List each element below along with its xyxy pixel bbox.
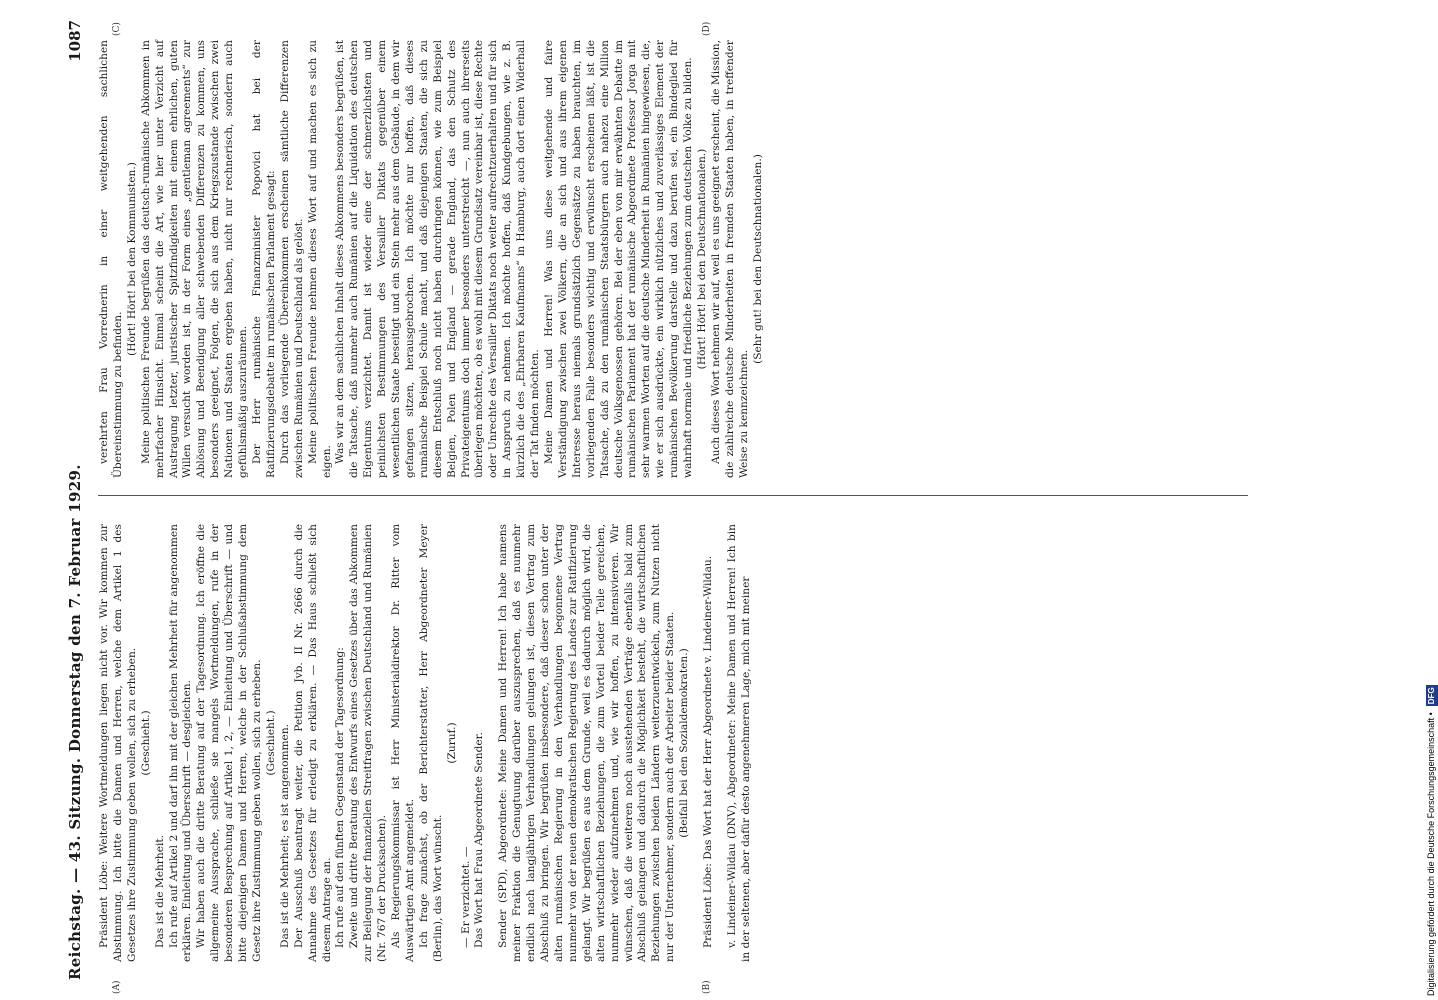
right-column [98, 40, 1258, 478]
paragraph: Meine politischen Freunde nehmen dieses Wort auf und machen es sich zu eigen. [306, 40, 333, 478]
interjection: (Geschieht.) [139, 710, 152, 776]
digitization-credit [1424, 0, 1438, 996]
page-header [62, 20, 96, 980]
running-head: Reichstag. — 43. Sitzung. Donnerstag den 7. Februar 1929. [66, 464, 84, 980]
paragraph: Das Wort hat Frau Abgeordnete Sender. [473, 732, 486, 948]
paragraph: Als Regierungskommissar ist Herr Ministerialdirektor Dr. Ritter vom Auswärtigen Amt angemeldet. [390, 524, 416, 962]
paragraph: Auch dieses Wort nehmen wir auf, weil es uns geeignet erscheint, die Mission, die zahlreiche deutsche Minderheiten in fremden Staaten haben, in treffender Weise zu kennzeichnen. [709, 40, 750, 478]
paragraph: Der Herr rumänische Finanzminister Popovici hat bei der Ratifizierungsdebatte im rumänischen Parlament gesagt: [250, 40, 277, 478]
quotation: Durch das vorliegende Übereinkommen erscheinen sämtliche Differenzen zwischen Rumänien und Deutschland als gelöst. [278, 40, 305, 478]
paragraph: Präsident Löbe: Weitere Wortmeldungen liegen nicht vor. Wir kommen zur Abstimmung. Ich bitte die Damen und Herren, welche dem Artikel 1 des Gesetzes ihre Zustimmung geben wollen, sich zu erheben. [98, 524, 138, 962]
paragraph: Das ist die Mehrheit; es ist angenommen. [278, 723, 291, 948]
speech: Sender (SPD), Abgeordnete: Meine Damen und Herren! Ich habe namens meiner Fraktion die Genugtuung darüber auszusprechen, daß es nunmehr endlich nach langjährigen Verhandlungen gelungen ist, diesen Vertrag zum Abschluß zu bringen. Wir begrüßen insbesondere, daß dieser schon unter der alten rumänischen Regierung in den Verhandlungen begonnene Vertrag nunmehr von der neuen demokratischen Regierung des Landes zur Ratifizierung gelangt. Wir begrüßen es aus dem Grunde, weil es dadurch möglich wird, die alten wirtschaftlichen Beziehungen, die zum Vorteil beider Teile gereichen, nunmehr wieder aufzunehmen und, wie wir hoffen, zu intensivieren. Wir wünschen, daß die weiteren noch ausstehenden Verträge ebenfalls bald zum Abschluß gelangen und dadurch die Möglichkeit besteht, die wirtschaftlichen Beziehungen zwischen beiden Ländern weiterzuentwickeln, zum Nutzen nicht nur der Unternehmer, sondern auch der Arbeiter beider Staaten. [497, 524, 677, 962]
paragraph: Meine politischen Freunde begrüßen das deutsch-rumänische Abkommen in mehrfacher Hinsicht. Einmal scheint die Art, wie hier unter Verzicht auf Austragung letzter, juristischer Spitzfindigkeiten mit einem ehrlichen, guten Willen versucht worden ist, in der Form eines „gentleman agreements“ zur Ablösung und Beendigung aller schwebenden Differenzen zu kommen, uns besonders geeignet, Folgen, die sich aus dem Kriegszustande zwischen zwei Nationen und Staaten ergeben haben, nicht nur rechnerisch, sondern auch gefühlsmäßig auszuräumen. [139, 40, 250, 478]
agenda-item: Zweite und dritte Beratung des Entwurfs eines Gesetzes über das Abkommen zur Beilegung der finanziellen Streitfragen zwischen Deutschland und Rumänien (Nr. 767 der Drucksachen). [348, 524, 389, 962]
interjection: (Geschieht.) [264, 710, 277, 776]
paragraph: Was wir an dem sachlichen Inhalt dieses Abkommens besonders begrüßen, ist die Tatsache, daß nunmehr auch Rumänien auf die Liquidation des deutschen Eigentums verzichtet. Damit ist wieder eine der schmerzlichsten und peinlichsten Bestimmungen des Versailler Diktats gegenüber einem wesentlichen Staate beseitigt und ein Stein mehr aus dem Gebäude, in dem wir gefangen sitzen, herausgebrochen. Ich möchte nur hoffen, daß dieses rumänische Beispiel Schule macht, und daß diejenigen Staaten, die sich zu diesem Entschluß noch nicht haben durchringen können, wie zum Beispiel Belgien, Polen und England — gerade England, das den Schutz des Privateigentums doch immer besonders unterstreicht —, nun auch ihrerseits überlegen möchten, ob es wohl mit diesem Grundsatz vereinbar ist, diese Rechte oder Unrechte des Versailler Diktats noch weiter aufrechtzuerhalten und für sich in Anspruch zu nehmen. Ich möchte hoffen, daß Kundgebungen, wie z. B. kürzlich die des „Ehrbaren Kaufmanns“ in Hamburg, auch dort einen Widerhall der Tat finden möchten. [334, 40, 542, 478]
paragraph: — Er verzichtet. — [459, 846, 472, 948]
margin-mark-b: (B) [702, 980, 712, 994]
left-column [98, 524, 1258, 962]
paragraph: Meine Damen und Herren! Was uns diese weitgehende und faire Verständigung zwischen zwei Völkern, die an sich und aus ihrem eigenen Interesse heraus niemals grundsätzlich Gegensätze zu haben brauchten, im vorliegenden Falle besonders wichtig und erwünscht erscheinen läßt, ist die Tatsache, daß zu den rumänischen Staatsbürgern auch nahezu eine Million deutsche Volksgenossen gehören. Bei der eben von mir erwähnten Debatte im rumänischen Parlament hat der rumänische Abgeordnete Professor Jorga mit sehr warmen Worten auf die deutsche Minderheit in Rumänien hingewiesen, die, wie er sich ausdrückte, ein wirklich nützliches und zuverlässiges Element der rumänischen Bevölkerung darstelle und dazu berufen sei, ein Bindeglied für wahrhaft normale und friedliche Beziehungen zum deutschen Volke zu bilden. [543, 40, 695, 478]
margin-mark-c: (C) [112, 22, 122, 36]
paragraph: Der Ausschuß beantragt weiter, die Petition Jvb. II Nr. 2666 durch die Annahme des Gesetzes für erledigt zu erklären. — Das Haus schließt sich diesem Antrage an. [292, 524, 333, 962]
document-page [62, 20, 1322, 994]
paragraph: Das ist die Mehrheit. [153, 835, 166, 948]
paragraph: Wir haben auch die dritte Beratung auf der Tagesordnung. Ich eröffne die allgemeine Aussprache, schließe sie mangels Wortmeldungen, rufe in der besonderen Besprechung auf Artikel 1, 2, — Einleitung und Überschrift — und bitte diejenigen Damen und Herren, welche in der Schlußabstimmung dem Gesetz ihre Zustimmung geben wollen, sich zu erheben. [195, 524, 263, 962]
dfg-logo: DFG [1427, 687, 1436, 705]
interjection: (Sehr gut! bei den Deutschnationalen.) [751, 154, 764, 364]
credit-text: Digitalisierung gefördert durch die Deutsche Forschungsgemeinschaft • [1426, 712, 1436, 996]
paragraph: Ich rufe auf Artikel 2 und darf ihn mit der gleichen Mehrheit für angenommen erklären. Einleitung und Überschrift — desgleichen. [167, 524, 194, 962]
paragraph: Präsident Löbe: Das Wort hat der Herr Abgeordnete v. Lindeiner-Wildau. [702, 555, 715, 948]
paragraph: verehrten Frau Vorrednerin in einer weitgehenden sachlichen Übereinstimmung zu befinden. [98, 40, 124, 478]
margin-mark-d: (D) [702, 21, 712, 36]
column-divider [98, 495, 1248, 496]
speech: v. Lindeiner-Wildau (DNV), Abgeordneter: Meine Damen und Herren! Ich bin in der seltenen, aber dafür desto angenehmeren Lage, mich mit meiner [725, 524, 752, 962]
interjection: (Beifall bei den Sozialdemokraten.) [678, 648, 691, 838]
page-number: 1087 [66, 20, 84, 62]
interjection: (Zuruf.) [445, 722, 458, 764]
paragraph: Ich frage zunächst, ob der Berichterstatter, Herr Abgeordneter Meyer (Berlin), das Wort wünscht. [417, 524, 444, 962]
interjection: (Hört! Hört! bei den Deutschnationalen.) [695, 148, 708, 370]
margin-mark-a: (A) [112, 980, 122, 994]
interjection: (Hört! Hört! bei den Kommunisten.) [125, 162, 138, 356]
paragraph: Ich rufe auf den fünften Gegenstand der Tagesordnung: [334, 647, 347, 948]
